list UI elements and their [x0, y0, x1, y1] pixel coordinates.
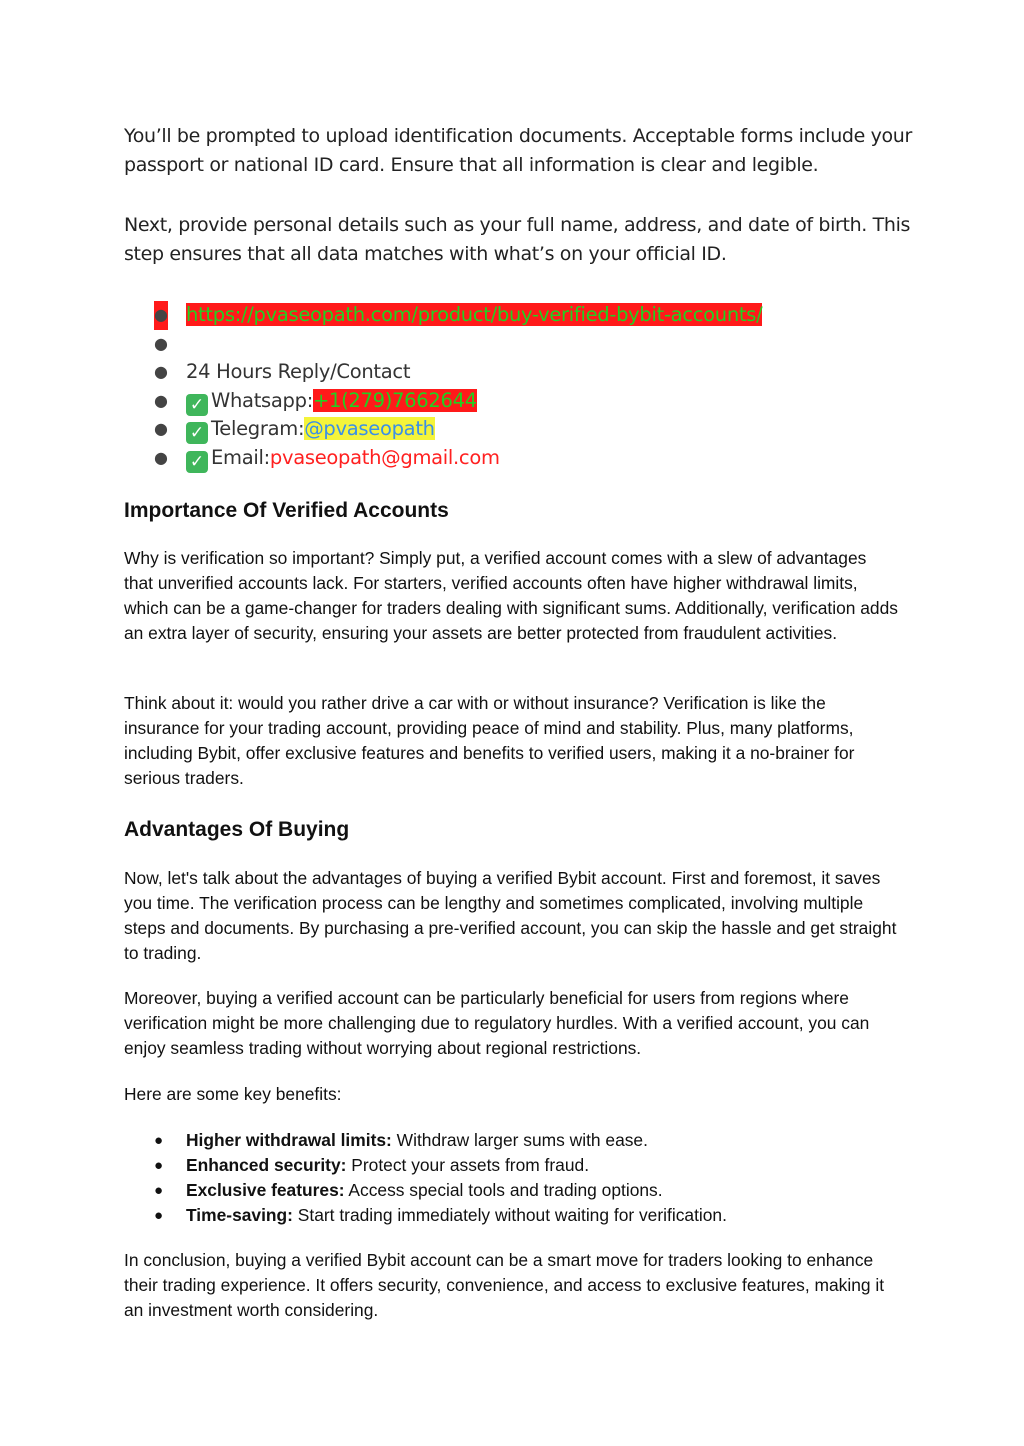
list-bullet: ●: [154, 362, 168, 382]
benefit-title: Time-saving:: [186, 1205, 293, 1225]
list-item: [124, 1203, 924, 1228]
whatsapp-label: Whatsapp:: [211, 388, 313, 412]
list-bullet: ●: [154, 390, 168, 410]
list-item: [124, 1153, 924, 1178]
benefits-intro: Here are some key benefits:: [124, 1084, 342, 1104]
list-bullet: ●: [154, 333, 168, 353]
benefit-text: Access special tools and trading options.: [344, 1180, 663, 1200]
list-item: [124, 1178, 924, 1203]
list-bullet: ●: [154, 301, 168, 330]
contact-list: [124, 301, 924, 473]
paragraph-importance-2: Think about it: would you rather drive a car with or without insurance? Verification is like the insurance for your trading account, providing peace of mind and stability. Plus, many platforms, including Bybit, offer exclusive features and benefits to verified users, making it a no-brainer for serious traders.: [124, 693, 855, 788]
contact-item-empty: [124, 330, 924, 359]
benefit-text: Withdraw larger sums with ease.: [391, 1130, 648, 1150]
check-mark-icon: ✓: [186, 451, 208, 473]
list-bullet: ●: [154, 419, 168, 439]
benefit-text: Protect your assets from fraud.: [346, 1155, 590, 1175]
benefit-title: Higher withdrawal limits:: [186, 1130, 392, 1150]
list-item: [124, 1128, 924, 1153]
list-bullet: ●: [154, 1132, 164, 1149]
whatsapp-number: +1(279)7662644: [312, 388, 477, 412]
paragraph-advantages-2: Moreover, buying a verified account can be particularly beneficial for users from regions where verification might be more challenging due to regulatory hurdles. With a verified account, you can enjoy seamless trading without worrying about regional restrictions.: [124, 988, 870, 1058]
heading-advantages: Advantages Of Buying: [124, 818, 350, 841]
paragraph-importance-1: Why is verification so important? Simply put, a verified account comes with a slew of advantages that unverified accounts lack. For starters, verified accounts often have higher withdrawal limits, which can be a game-changer for traders dealing with significant sums. Additionally, verification adds an extra layer of security, ensuring your assets are better protected from fraudulent activities.: [124, 548, 898, 643]
list-bullet: ●: [154, 1157, 164, 1174]
contact-item-reply: [124, 358, 924, 387]
intro-paragraph-details: Next, provide personal details such as your full name, address, and date of birth. This step ensures that all data matches with what’s on your official ID.: [124, 214, 911, 265]
contact-item-telegram: [124, 415, 924, 444]
benefit-title: Exclusive features:: [186, 1180, 345, 1200]
list-bullet: ●: [154, 1207, 164, 1224]
telegram-label: Telegram:: [211, 417, 305, 441]
check-mark-icon: ✓: [186, 422, 208, 444]
intro-paragraph-upload: You’ll be prompted to upload identification documents. Acceptable forms include your passport or national ID card. Ensure that all information is clear and legible.: [124, 125, 912, 176]
contact-item-email: [124, 444, 924, 473]
heading-importance: Importance Of Verified Accounts: [124, 499, 449, 522]
email-address: pvaseopath@gmail.com: [269, 445, 500, 469]
list-bullet: ●: [154, 447, 168, 467]
list-bullet: ●: [154, 1182, 164, 1199]
contact-item-url: [124, 301, 924, 330]
paragraph-conclusion: In conclusion, buying a verified Bybit account can be a smart move for traders looking to enhance their trading experience. It offers security, convenience, and access to exclusive features, making it an investment worth considering.: [124, 1250, 885, 1320]
benefit-text: Start trading immediately without waiting for verification.: [292, 1205, 727, 1225]
reply-text: 24 Hours Reply/Contact: [186, 360, 411, 384]
paragraph-advantages-1: Now, let's talk about the advantages of buying a verified Bybit account. First and foremost, it saves you time. The verification process can be lengthy and sometimes complicated, involving multiple steps and documents. By purchasing a pre-verified account, you can skip the hassle and get straight to trading.: [124, 868, 897, 963]
benefits-list: [124, 1128, 924, 1228]
email-label: Email:: [211, 445, 270, 469]
product-link[interactable]: https://pvaseopath.com/product/buy-verified-bybit-accounts/: [186, 303, 763, 326]
check-mark-icon: ✓: [186, 394, 208, 416]
telegram-handle: @pvaseopath: [304, 417, 435, 441]
contact-item-whatsapp: [124, 387, 924, 416]
benefit-title: Enhanced security:: [186, 1155, 347, 1175]
